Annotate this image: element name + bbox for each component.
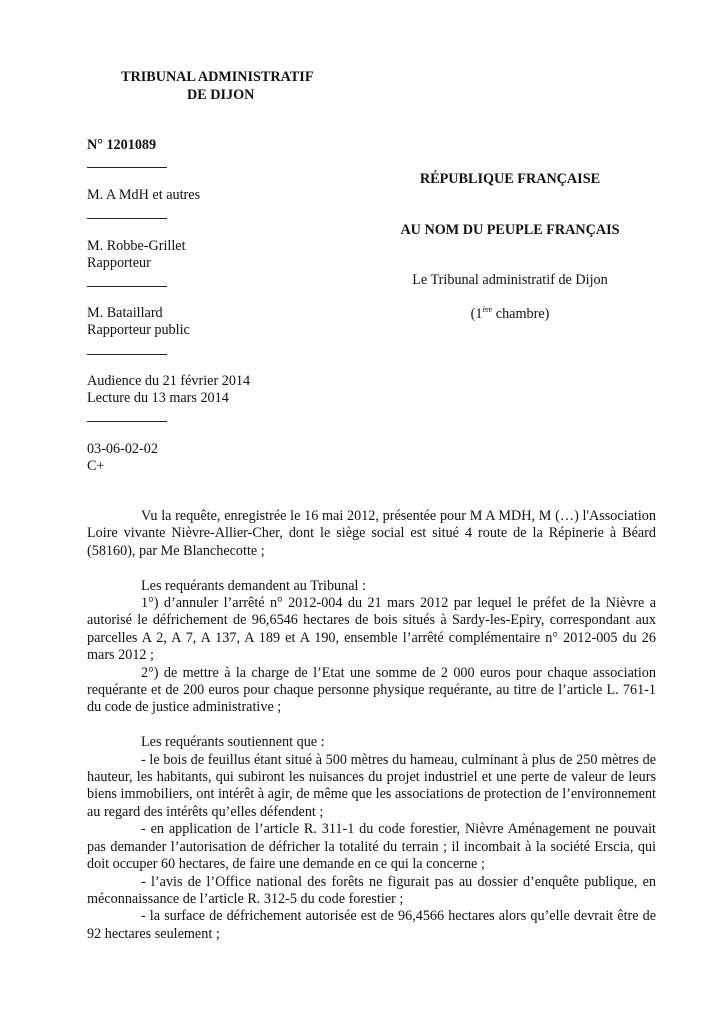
paragraph-demand-2: 2°) de mettre à la charge de l’Etat une somme de 2 000 euros pour chaque association requérante et de 200 euros pour chaque personne physique requérante, au titre de l’article L. 761-1 du code de justice administrative ; [87,664,656,716]
chamber [380,306,640,323]
paragraph-visa: Vu la requête, enregistrée le 16 mai 2012, présentée pour M A MDH, M (…) l'Association Loire vivante Nièvre-Allier-Cher, dont le siège social est situé 4 route de la Répinerie à Béard (58160), par Me Blanchecotte ; [87,508,656,559]
audience-date: Audience du 21 février 2014 [87,373,251,389]
publication-grade: C+ [87,458,105,474]
paragraph-argument-4: - la surface de défrichement autorisée est de 96,4566 hectares alors qu’elle devrait être de 92 hectares seulement ; [87,908,656,942]
paragraph-arguments-intro: Les requérants soutiennent que : [141,734,325,751]
paragraph-argument-3: - l’avis de l’Office national des forêts ne figurait pas au dossier d’enquête publique, en méconnaissance de l’article R. 312-5 du code forestier ; [87,873,656,907]
lecture-date: Lecture du 13 mars 2014 [87,390,229,406]
divider [87,286,167,287]
classification-code: 03-06-02-02 [87,441,158,457]
people-heading: AU NOM DU PEUPLE FRANÇAIS [400,222,620,238]
rapporteur-role: Rapporteur [87,255,151,271]
chamber-ordinal: ère [482,305,493,314]
republic-heading: RÉPUBLIQUE FRANÇAISE [419,171,601,187]
chamber-prefix: (1 [470,306,483,322]
divider [87,421,167,422]
case-number: N° 1201089 [87,137,157,153]
paragraph-demand-1: 1°) d’annuler l’arrêté n° 2012-004 du 21 mars 2012 par lequel le préfet de la Nièvre a autorisé le défrichement de 96,6546 hectares de bois situés à Sardy-les-Epiry, correspondant aux parcelles A 2, A 7, A 137, A 189 et A 190, ensemble l’arrêté complémentaire n° 2012-005 du 26 mars 2012 ; [87,595,656,664]
court-name-line2: DE DIJON [187,87,255,103]
divider [87,354,167,355]
public-rapporteur-name: M. Bataillard [87,305,163,321]
parties: M. A MdH et autres [87,187,201,203]
paragraph-demand-intro: Les requérants demandent au Tribunal : [141,577,366,594]
divider [87,167,167,168]
divider [87,218,167,219]
decision-body [87,508,656,943]
paragraph-argument-2: - en application de l’article R. 311-1 du code forestier, Nièvre Aménagement ne pouvait pas demander l’autorisation de défricher la totalité du terrain ; il incombait à la société Erscia, qui doit occuper 60 hectares, de faire une demande en ce qui la concerne ; [87,821,656,873]
tribunal-name: Le Tribunal administratif de Dijon [412,272,608,288]
chamber-suffix: chambre) [492,306,550,322]
rapporteur-name: M. Robbe-Grillet [87,238,186,254]
paragraph-argument-1: - le bois de feuillus étant situé à 500 mètres du hameau, culminant à plus de 250 mètres de hauteur, les habitants, qui subiront les nuisances du projet industriel et une perte de valeur de leurs biens immobiliers, ont intérêt à agir, de même que les associations de protection de l’environnement au regard des intérêts qu’elles défendent ; [87,751,656,820]
public-rapporteur-role: Rapporteur public [87,322,190,338]
court-name-line1: TRIBUNAL ADMINISTRATIF [121,69,314,85]
